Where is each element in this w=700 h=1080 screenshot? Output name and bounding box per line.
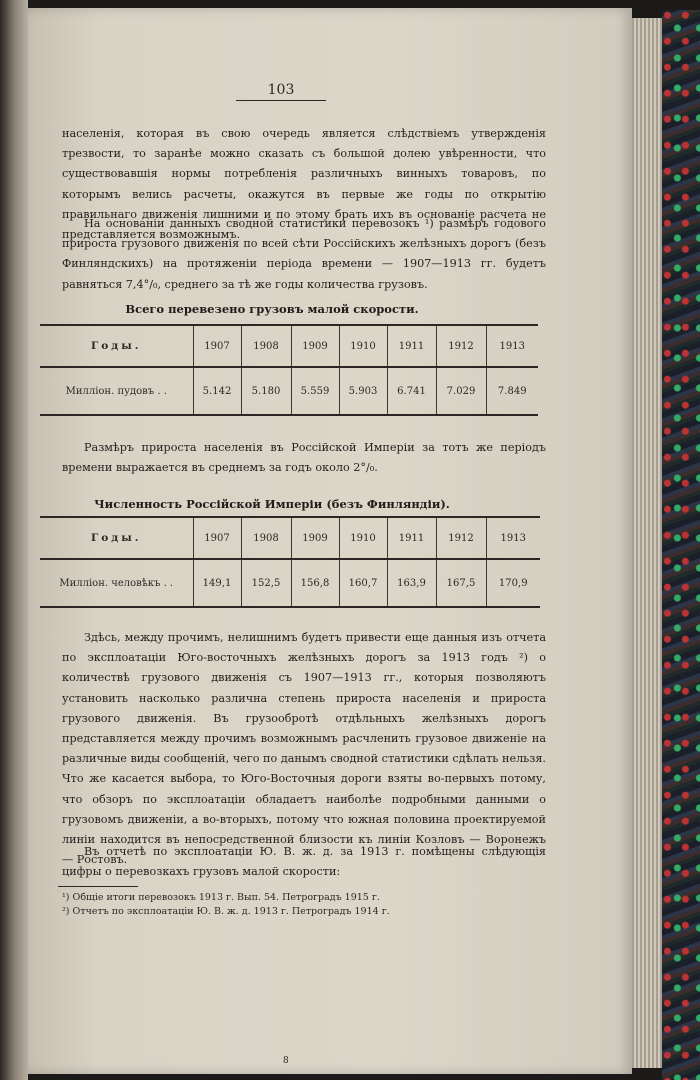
year-cell: 1907 xyxy=(193,517,241,559)
page-number: 103 xyxy=(236,82,326,101)
value-cell: 5.559 xyxy=(291,367,339,415)
year-cell: 1912 xyxy=(436,517,486,559)
table2-caption: Численность Россійской Имперіи (безъ Финляндіи). xyxy=(94,497,450,511)
value-cell: 7.029 xyxy=(436,367,486,415)
table-row xyxy=(40,367,538,415)
value-cell: 5.180 xyxy=(241,367,291,415)
value-cell: 160,7 xyxy=(339,559,387,607)
marbled-cover xyxy=(662,10,700,1080)
paragraph-2: На основаніи данныхъ сводной статистики перевозокъ ¹) размѣръ годового прироста грузового движенія по всей сѣти Россійскихъ желѣзныхъ дорогъ (безъ Финляндскихъ) на протяженіи періода времени — 1907—1913 гг. будетъ равняться 7,4°/₀, среднего за тѣ же годы количества грузовъ. xyxy=(62,217,546,291)
year-cell: 1912 xyxy=(436,325,486,367)
signature-mark: 8 xyxy=(283,1056,289,1066)
footnote-2: ²) Отчетъ по эксплоатаціи Ю. В. ж. д. 1913 г. Петроградъ 1914 г. xyxy=(62,906,390,917)
table-row xyxy=(40,559,540,607)
table1-caption: Всего перевезено грузовъ малой скорости. xyxy=(125,302,419,316)
years-header: Годы. xyxy=(91,340,142,352)
year-cell: 1908 xyxy=(241,517,291,559)
paragraph-1: населенія, которая въ свою очередь является слѣдствіемъ утвержденія трезвости, то заранѣе можно сказать съ большой долею увѣренности, что существовавшія нормы потребленія различныхъ винныхъ товаровъ, по которымъ велись расчеты, окажутся въ первые же годы по открытію правильнаго движенія лишними и по этому брать ихъ въ основаніе расчета не представляется возможнымъ. xyxy=(62,127,546,242)
value-cell: 152,5 xyxy=(241,559,291,607)
year-cell: 1910 xyxy=(339,517,387,559)
value-cell: 5.142 xyxy=(193,367,241,415)
year-cell: 1909 xyxy=(291,517,339,559)
value-cell: 170,9 xyxy=(486,559,540,607)
value-cell: 7.849 xyxy=(486,367,538,415)
year-cell: 1913 xyxy=(486,325,538,367)
footnote-rule xyxy=(58,886,138,887)
page-block-edges xyxy=(632,18,662,1068)
value-cell: 167,5 xyxy=(436,559,486,607)
year-cell: 1913 xyxy=(486,517,540,559)
value-cell: 149,1 xyxy=(193,559,241,607)
freight-table xyxy=(40,324,538,416)
value-cell: 156,8 xyxy=(291,559,339,607)
year-cell: 1909 xyxy=(291,325,339,367)
table-header-row xyxy=(40,517,540,559)
row-label: Милліон. человѣкъ . . xyxy=(59,577,174,589)
table-header-row xyxy=(40,325,538,367)
footnote-1: ¹) Общіе итоги перевозокъ 1913 г. Вып. 54. Петроградъ 1915 г. xyxy=(62,892,380,903)
population-table xyxy=(40,516,540,608)
value-cell: 163,9 xyxy=(387,559,436,607)
left-page-edge xyxy=(0,0,28,1080)
row-label: Милліон. пудовъ . . xyxy=(65,385,167,397)
years-header: Годы. xyxy=(91,532,142,544)
year-cell: 1911 xyxy=(387,517,436,559)
year-cell: 1907 xyxy=(193,325,241,367)
value-cell: 6.741 xyxy=(387,367,436,415)
year-cell: 1908 xyxy=(241,325,291,367)
paragraph-5: Въ отчетѣ по эксплоатаціи Ю. В. ж. д. за 1913 г. помѣщены слѣдующія цифры о перевозкахъ грузовъ малой скорости: xyxy=(62,845,546,879)
paragraph-3: Размѣръ прироста населенія въ Россійской Имперіи за тотъ же періодъ времени выражается въ среднемъ за годъ около 2°/₀. xyxy=(62,441,546,475)
paragraph-4: Здѣсь, между прочимъ, нелишнимъ будетъ привести еще данныя изъ отчета по эксплоатаціи Юго-восточныхъ желѣзныхъ дорогъ за 1913 годъ ²) о количествѣ грузового движенія съ 1907—1913 гг., которыя позволяютъ установить насколько различна степень прироста населенія и прироста грузового движенія. Въ грузообротѣ отдѣльныхъ желѣзныхъ дорогъ представляется между прочимъ возможнымъ расчленить грузовое движеніе на различные виды сообщеній, чего по данымъ сводной статистики сдѣлать нельзя. Что же касается выбора, то Юго-Восточныя дороги взяты во-первыхъ потому, что обзоръ по эксплоатаціи обладаетъ наиболѣе подробными данными о грузовомъ движеніи, а во-вторыхъ, потому что южная половина проектируемой линіи находится въ непосредственной близости къ линіи Козловъ — Воронежъ — Ростовъ. xyxy=(62,631,546,867)
year-cell: 1911 xyxy=(387,325,436,367)
year-cell: 1910 xyxy=(339,325,387,367)
value-cell: 5.903 xyxy=(339,367,387,415)
